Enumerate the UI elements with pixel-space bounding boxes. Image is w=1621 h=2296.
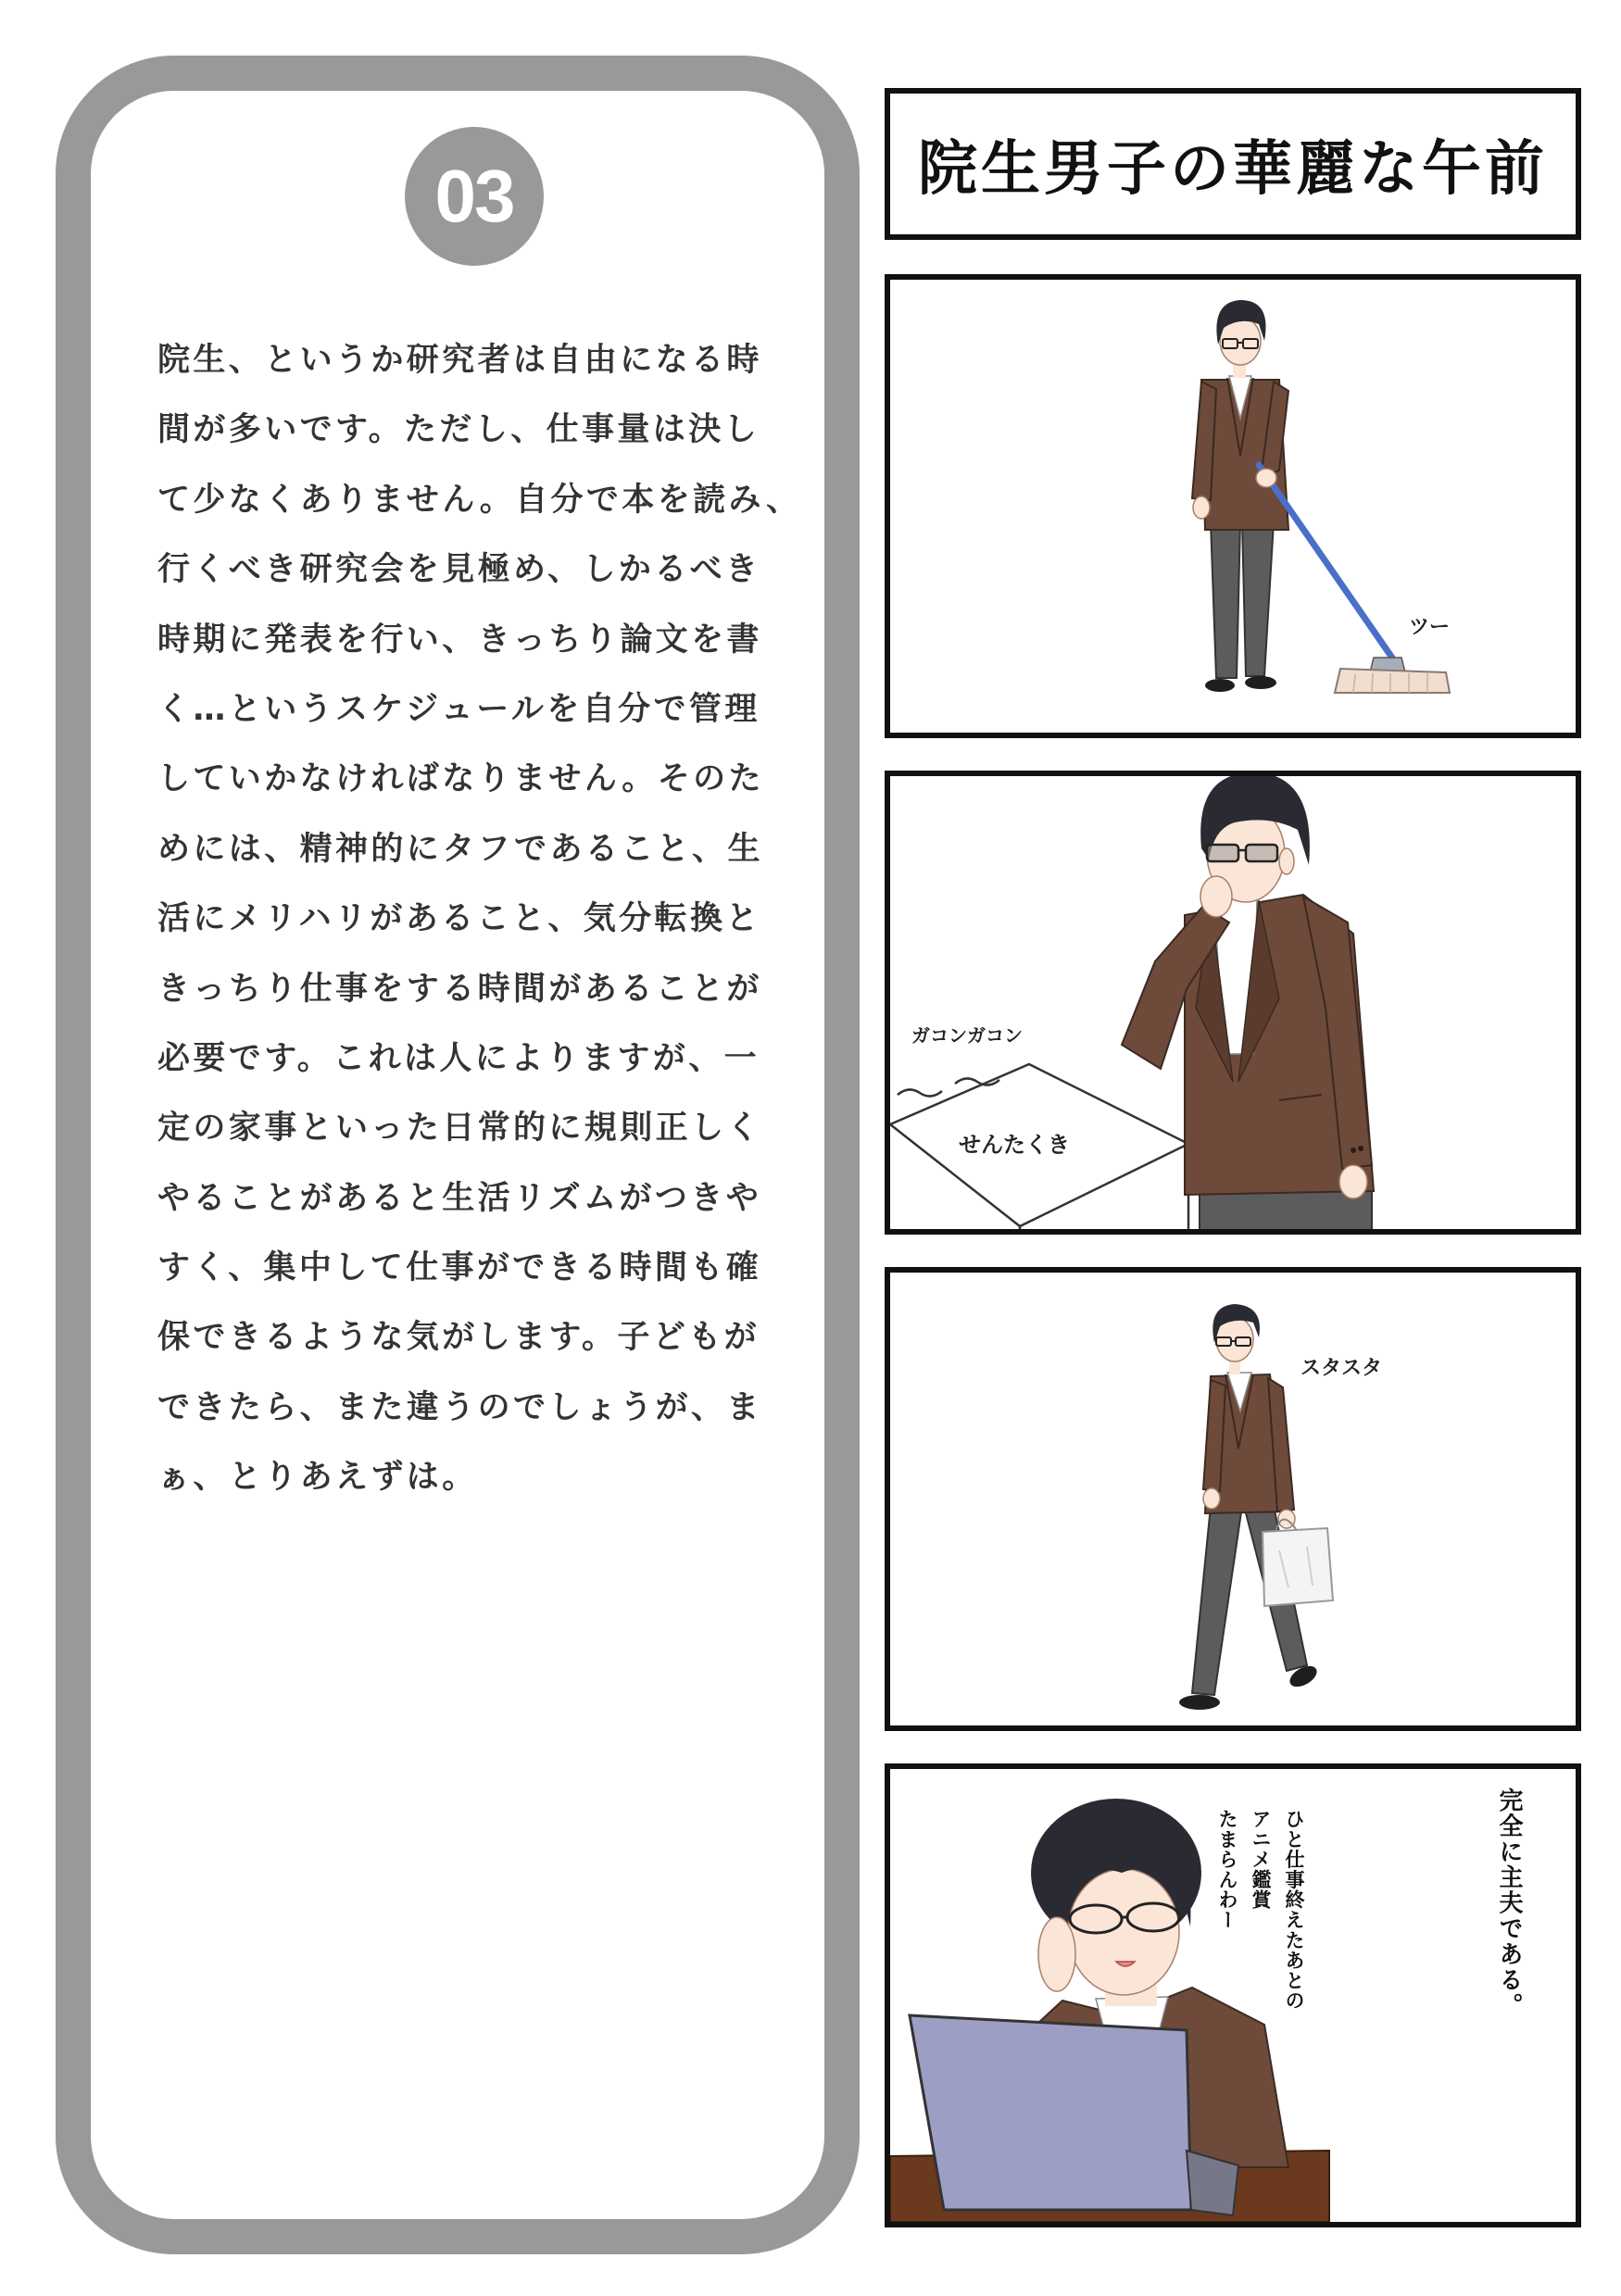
speech-text xyxy=(1211,1809,1311,2011)
essay-line: 行くべき研究会を見極め、しかるべき xyxy=(157,551,761,589)
essay-text xyxy=(157,326,824,1513)
essay-line: すく、集中して仕事ができる時間も確 xyxy=(157,1249,762,1287)
comic-panel-4 xyxy=(885,1763,1581,2227)
sound-effect: ツー xyxy=(1409,616,1451,639)
legs xyxy=(1205,522,1276,692)
essay-line: 必要です。これは人によりますが、一 xyxy=(157,1039,760,1077)
jacket xyxy=(1203,1373,1295,1528)
speech-line: アニメ鑑賞 xyxy=(1250,1809,1272,1910)
comic-panel-1 xyxy=(885,274,1581,738)
jacket xyxy=(1192,376,1288,530)
shopping-bag xyxy=(1263,1519,1333,1606)
student-head xyxy=(1213,1304,1260,1374)
essay-line: 間が多いです。ただし、仕事量は決し xyxy=(157,411,760,449)
comic-title: 院生男子の華麗な午前 xyxy=(918,135,1548,204)
washing-machine-label: せんたくき xyxy=(959,1132,1070,1158)
essay-line: 院生、というか研究者は自由になる時 xyxy=(157,342,762,379)
essay-line: きっちり仕事をする時間があることが xyxy=(157,970,762,1008)
essay-line: していかなければなりません。そのた xyxy=(157,760,764,798)
comic-panel-2 xyxy=(885,771,1581,1235)
panel-1-art xyxy=(890,280,1576,733)
essay-line: めには、精神的にタフであること、生 xyxy=(157,830,763,868)
narration-box: 完全に主夫である。 xyxy=(1495,1788,1523,2019)
comic-title-box xyxy=(885,88,1581,240)
page-number-badge: 03 xyxy=(405,127,544,266)
speech-line: たまらんわー xyxy=(1216,1809,1238,1930)
sound-effect: スタスタ xyxy=(1301,1357,1383,1380)
essay-line: できたら、また違うのでしょうが、ま xyxy=(157,1388,762,1426)
speech-line: ひと仕事終えたあとの xyxy=(1283,1809,1305,2011)
essay-line: 活にメリハリがあること、気分転換と xyxy=(157,900,761,938)
essay-line: 定の家事といった日常的に規則正しく xyxy=(157,1110,762,1148)
comic-panel-3 xyxy=(885,1267,1581,1731)
panel-3-art xyxy=(890,1273,1576,1725)
sound-effect: ガコンガコン xyxy=(911,1024,1023,1047)
essay-line: て少なくありません。自分で本を読み、 xyxy=(157,481,802,519)
essay-line: 時期に発表を行い、きっちり論文を書 xyxy=(157,621,762,659)
essay-line: ぁ、とりあえずは。 xyxy=(157,1459,478,1497)
essay-line: やることがあると生活リズムがつきや xyxy=(157,1179,762,1217)
student-figure xyxy=(1192,376,1288,692)
essay-line: 保できるような気がします。子どもが xyxy=(157,1319,760,1357)
panel-2-art xyxy=(890,776,1576,1229)
student-figure xyxy=(1122,776,1374,1229)
essay-line: く…というスケジュールを自分で管理 xyxy=(157,690,760,728)
